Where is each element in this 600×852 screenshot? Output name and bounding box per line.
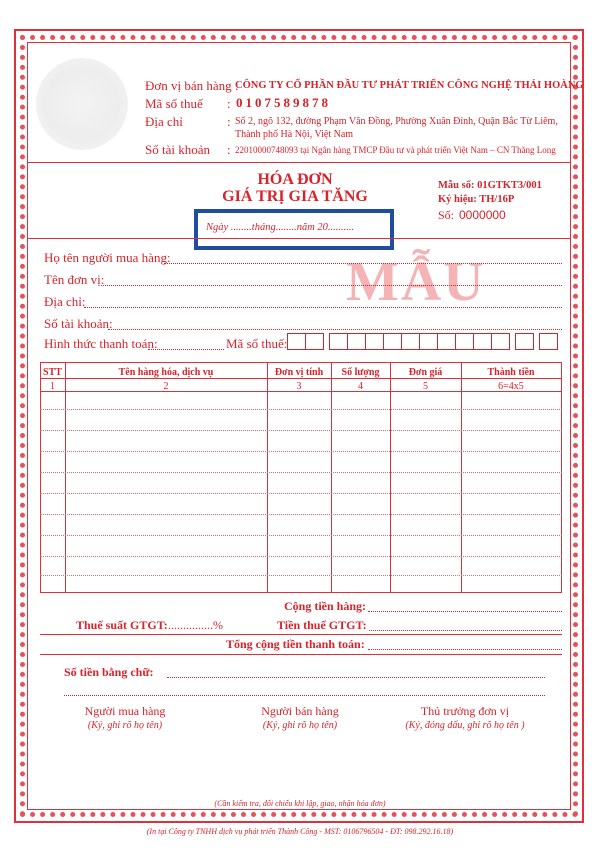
table-col-line (561, 362, 562, 592)
subtotal-label: Cộng tiền hàng: (284, 599, 367, 613)
col-number: 4 (358, 381, 363, 392)
table-col-line (390, 362, 391, 592)
col-header-amount: Thành tiền (487, 367, 535, 378)
seller-tax-colon: : (227, 96, 231, 111)
buyer-unit-label: Tên đơn vị: (44, 272, 105, 287)
form-number: Mẫu số: 01GTKT3/001 (438, 180, 542, 191)
payment-method-label: Hình thức thanh toán: (44, 336, 158, 351)
col-number: 3 (296, 381, 302, 392)
table-col-line (40, 362, 41, 592)
col-number: 2 (163, 381, 169, 392)
amount-in-words-line (167, 677, 545, 678)
table-row (40, 493, 562, 494)
seller-signature-title: Người bán hàng (261, 704, 339, 718)
seller-address-line1: Số 2, ngõ 132, đường Phạm Văn Đồng, Phường Xuân Đỉnh, Quận Bắc Từ Liêm, (235, 116, 558, 127)
vat-amount-line (369, 630, 562, 631)
check-note: (Cần kiểm tra, đối chiếu khi lập, giao, nhận hóa đơn) (214, 799, 386, 808)
table-bottom-line (40, 592, 562, 593)
subtotal-line (368, 611, 562, 612)
invoice-series: Ký hiệu: TH/16P (438, 194, 515, 205)
buyer-account-label: Số tài khoản: (44, 316, 113, 331)
grand-total-top-line (40, 634, 562, 635)
tax-digit-box (473, 333, 492, 350)
amount-in-words-label: Số tiền bằng chữ: (64, 665, 154, 679)
amount-in-words-line-2 (64, 695, 545, 696)
col-header-item: Tên hàng hóa, dịch vụ (118, 367, 214, 378)
seller-address-label: Địa chỉ (145, 114, 183, 129)
table-row (40, 556, 562, 557)
buyer-name-label: Họ tên người mua hàng: (44, 250, 171, 265)
tax-digit-box (383, 333, 402, 350)
tax-digit-box (455, 333, 474, 350)
invoice-number-label: Số: (438, 208, 455, 222)
table-col-line (331, 362, 332, 592)
buyer-signature-title: Người mua hàng (84, 704, 166, 718)
tax-digit-box (539, 333, 558, 350)
col-header-unit: Đơn vị tính (274, 367, 324, 378)
col-number: 5 (423, 381, 428, 392)
table-row (40, 472, 562, 473)
buyer-tax-label: Mã số thuế: (226, 336, 288, 351)
buyer-account-line (108, 329, 562, 330)
col-number: 1 (50, 381, 55, 392)
director-signature-note: (Ký, đóng dấu, ghi rõ họ tên ) (405, 720, 525, 731)
col-header-price: Đơn giá (408, 367, 443, 378)
table-top-line (40, 362, 562, 363)
invoice-number-value: 0000000 (459, 208, 506, 222)
table-row (40, 535, 562, 536)
col-number: 6=4x5 (498, 381, 524, 392)
tax-digit-box (491, 333, 510, 350)
col-header-quantity: Số lượng (341, 367, 380, 378)
invoice-title: HÓA ĐƠN (257, 171, 333, 188)
table-row (40, 409, 562, 410)
tax-digit-box (365, 333, 384, 350)
invoice-subtitle: GIÁ TRỊ GIA TĂNG (222, 188, 368, 205)
table-row (40, 451, 562, 452)
vat-amount-label: Tiền thuế GTGT: (277, 618, 367, 632)
table-col-line (65, 362, 66, 592)
table-header-line (40, 378, 562, 379)
table-row (40, 514, 562, 515)
table-col-line (267, 362, 268, 592)
buyer-name-line (164, 263, 562, 264)
buyer-unit-line (101, 285, 562, 286)
payment-method-line (148, 349, 224, 350)
seller-account-value: 22010000748093 tại Ngân hàng TMCP Đầu tư và phát triển Việt Nam – CN Thăng Long (235, 145, 556, 155)
grand-total-bottom-line (40, 654, 562, 655)
company-logo (36, 58, 128, 150)
grand-total-line (368, 649, 562, 650)
seller-tax-value: 0107589878 (236, 95, 331, 110)
vat-rate-label: Thuế suất GTGT: (76, 618, 168, 632)
tax-digit-box (437, 333, 456, 350)
seller-signature-note: (Ký, ghi rõ họ tên) (262, 720, 338, 731)
tax-digit-box (515, 333, 534, 350)
seller-name-value: CÔNG TY CỔ PHẦN ĐẦU TƯ PHÁT TRIỂN CÔNG NGHỆ THÁI HOÀNG (235, 80, 584, 91)
tax-digit-box (347, 333, 366, 350)
invoice-date: Ngày ........tháng........năm 20.......... (206, 222, 355, 233)
seller-account-label: Số tài khoản (145, 142, 210, 157)
seller-account-colon: : (227, 142, 231, 157)
title-divider (27, 238, 571, 239)
tax-digit-box (287, 333, 306, 350)
header-divider (27, 162, 571, 163)
buyer-address-line (84, 307, 562, 308)
seller-name-label: Đơn vị bán hàng : (145, 78, 239, 93)
director-signature-title: Thủ trưởng đơn vị (420, 704, 510, 718)
sample-watermark: MẪU (346, 251, 486, 313)
vat-rate-fill: ...............% (168, 618, 223, 632)
buyer-signature-note: (Ký, ghi rõ họ tên) (87, 720, 163, 731)
tax-digit-box (305, 333, 324, 350)
tax-digit-box (401, 333, 420, 350)
grand-total-label: Tổng cộng tiền thanh toán: (226, 637, 365, 651)
seller-tax-label: Mã số thuế (145, 96, 203, 111)
table-row (40, 430, 562, 431)
buyer-address-label: Địa chỉ: (44, 294, 86, 309)
seller-address-line2: Thành phố Hà Nội, Việt Nam (235, 129, 354, 140)
seller-address-colon: : (227, 114, 231, 129)
tax-digit-box (329, 333, 348, 350)
col-header-stt: STT (43, 367, 62, 378)
tax-digit-box (419, 333, 438, 350)
printer-note: (In tại Công ty TNHH dịch vụ phát triển Thành Công - MST: 0106796504 - ĐT: 098.292.16.18) (146, 827, 454, 836)
table-col-line (461, 362, 462, 592)
table-row (40, 575, 562, 576)
